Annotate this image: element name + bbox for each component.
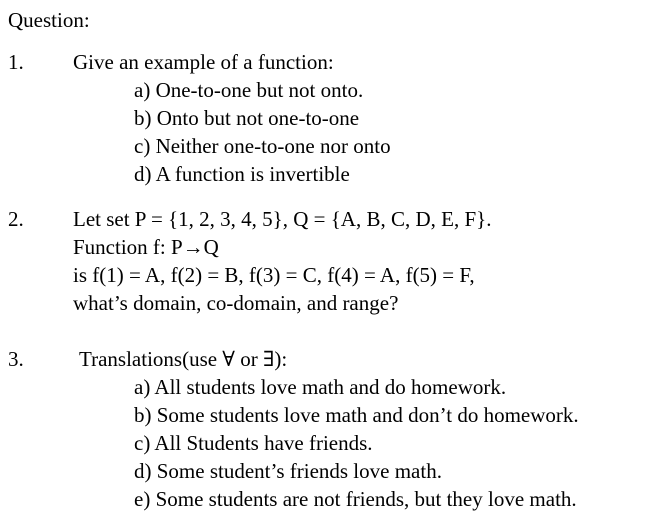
question-2-line-4: what’s domain, co-domain, and range? [73,291,399,315]
question-1-prompt: Give an example of a function: [73,50,334,74]
question-1-item-a: a) One-to-one but not onto. [134,78,364,102]
question-2-line-2: Function f: P→Q [73,235,219,259]
question-3-prompt: Translations(use ∀ or ∃): [79,347,288,371]
question-2-number: 2. [8,207,24,231]
question-3-item-d: d) Some student’s friends love math. [134,459,442,483]
question-2-line-3: is f(1) = A, f(2) = B, f(3) = C, f(4) = A, f(5) = F, [73,263,475,287]
question-3-item-a: a) All students love math and do homework. [134,375,507,399]
question-3-number: 3. [8,347,24,371]
question-3-item-b: b) Some students love math and don’t do homework. [134,403,579,427]
question-3-item-c: c) All Students have friends. [134,431,373,455]
question-2-line-1: Let set P = {1, 2, 3, 4, 5}, Q = {A, B, C, D, E, F}. [73,207,492,231]
question-1-item-b: b) Onto but not one-to-one [134,106,360,130]
question-1-item-c: c) Neither one-to-one nor onto [134,134,391,158]
heading: Question: [8,8,90,32]
question-1-number: 1. [8,50,24,74]
question-3-item-e: e) Some students are not friends, but they love math. [134,487,577,511]
question-1-item-d: d) A function is invertible [134,162,350,186]
